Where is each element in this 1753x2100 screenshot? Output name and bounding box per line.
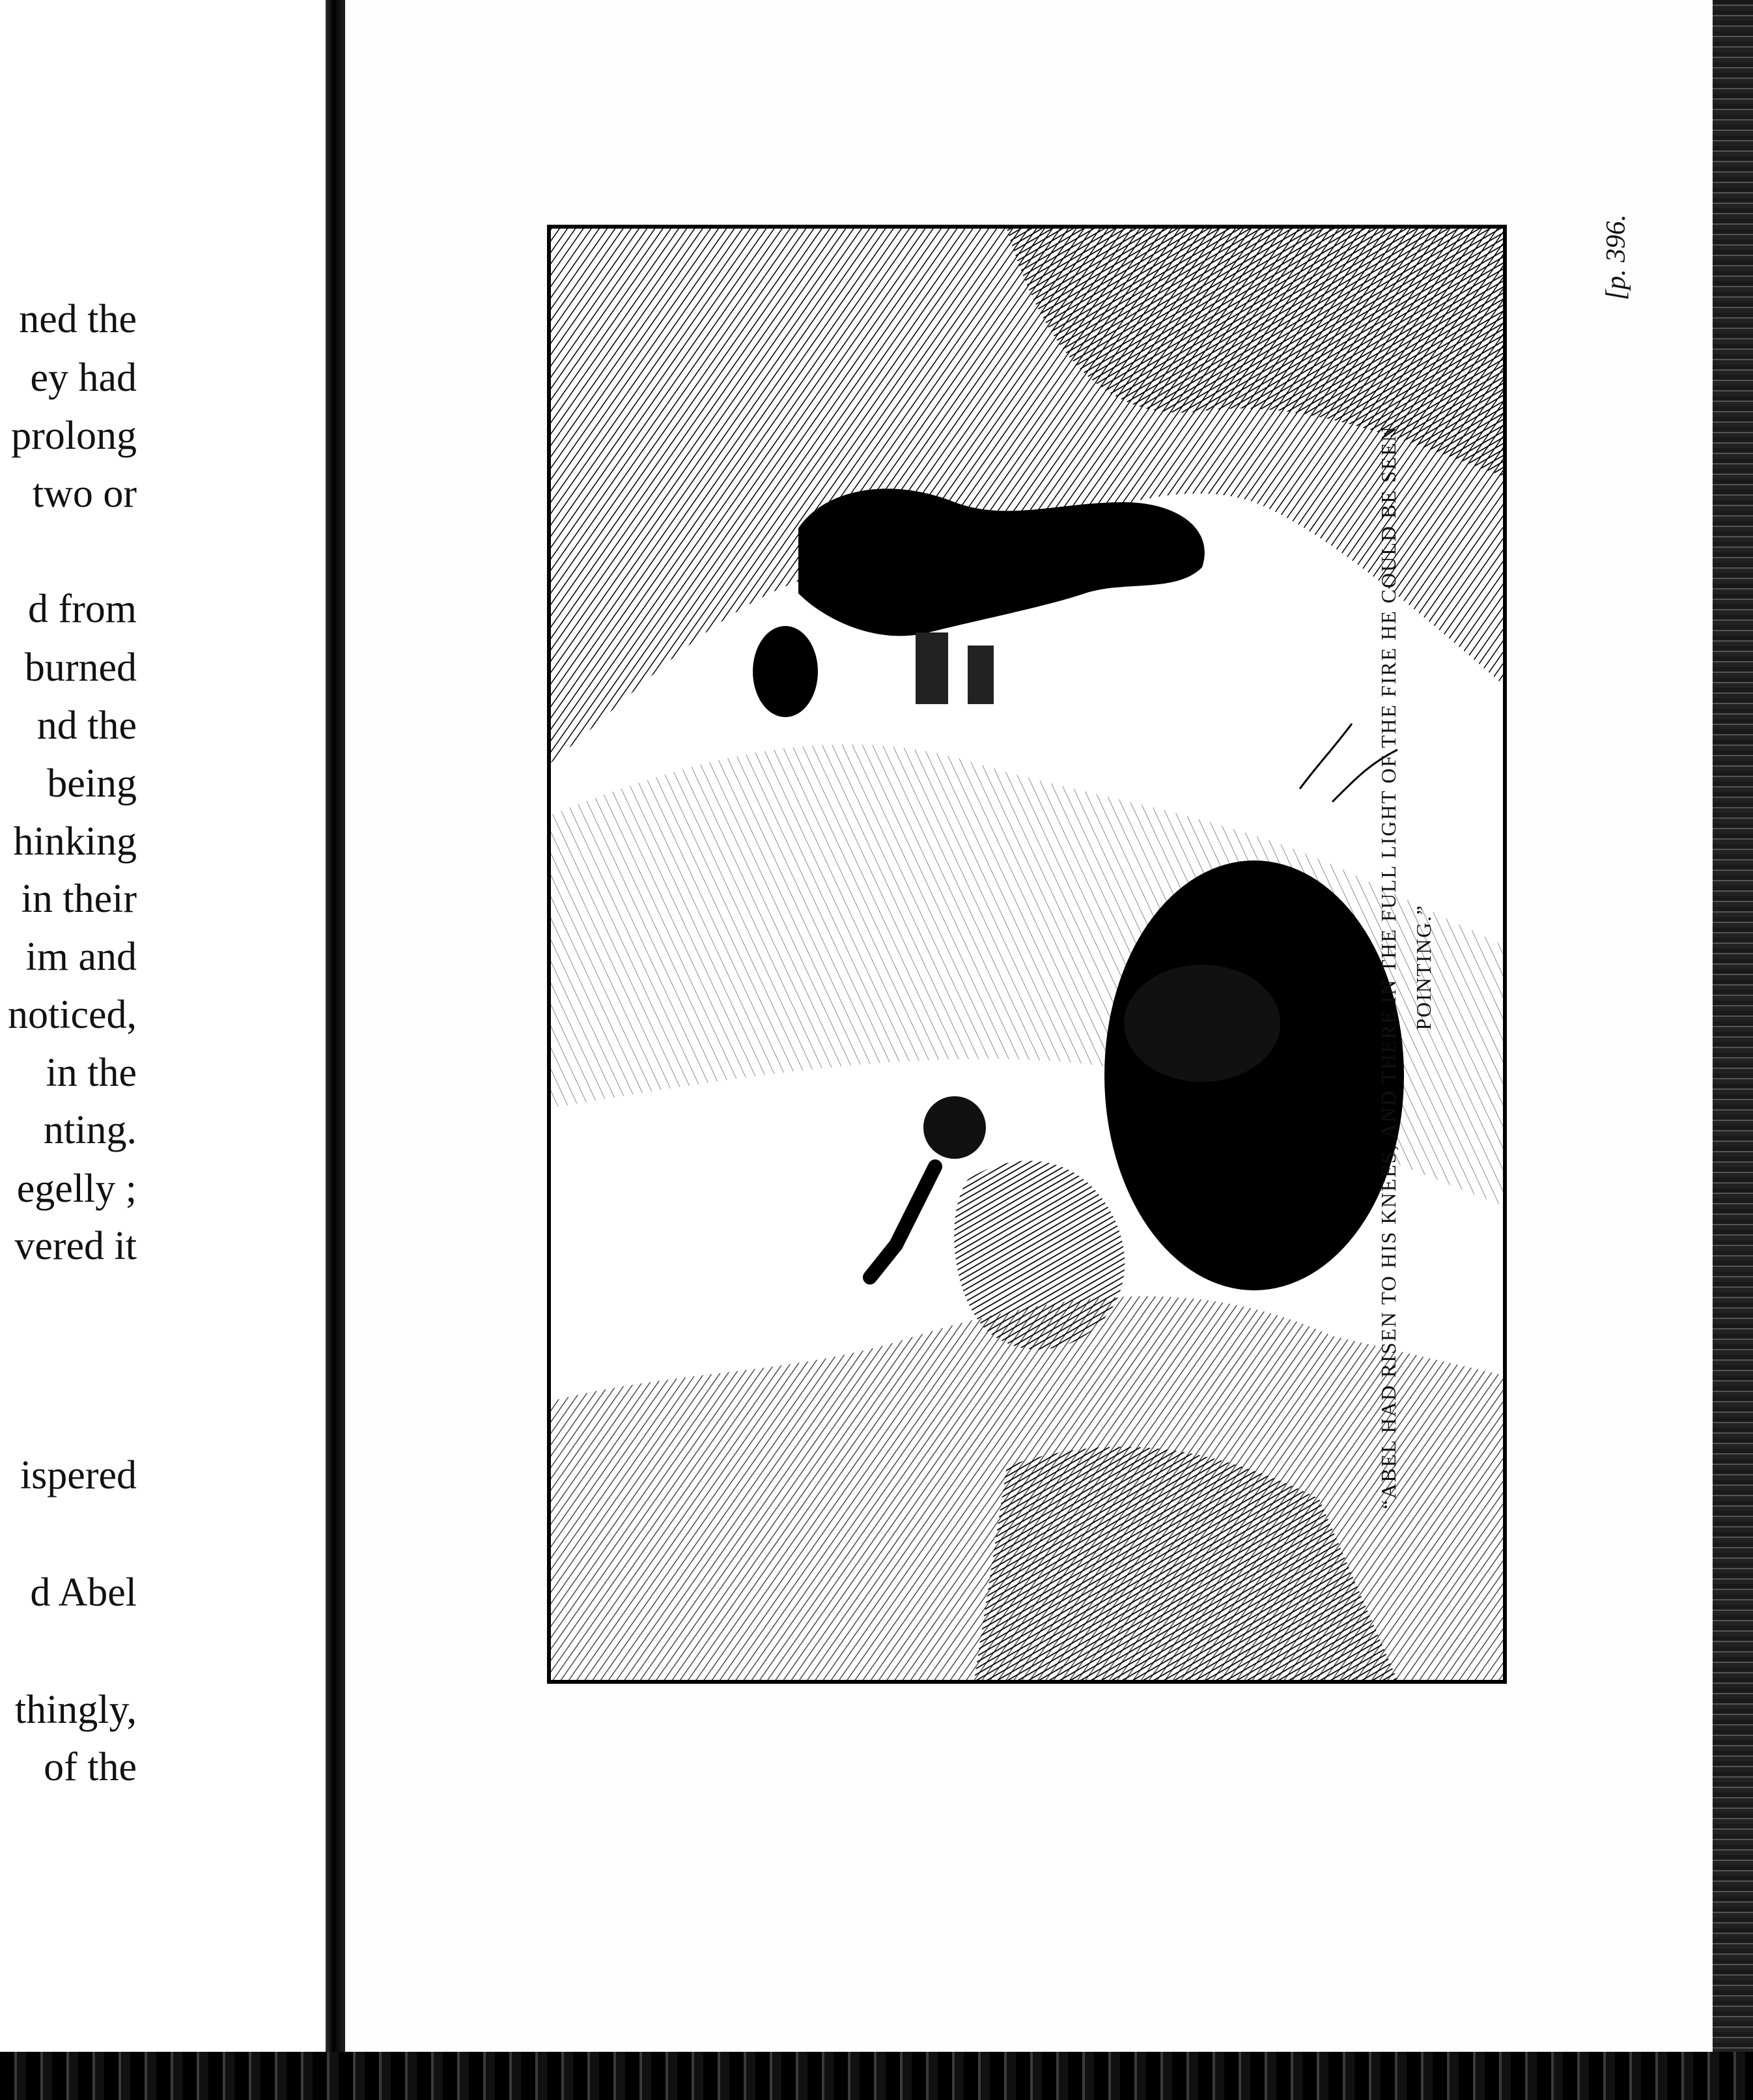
text-line: nd the: [36, 703, 137, 748]
text-line: prolong: [11, 414, 137, 458]
figure-boot-2: [968, 646, 994, 704]
kneeling-figure-body: [954, 1161, 1125, 1350]
kneeling-figure-head: [923, 1096, 986, 1159]
book-edge: [1713, 0, 1753, 2100]
pointing-arm: [870, 1167, 935, 1277]
text-line: in their: [21, 877, 137, 921]
text-line: burned: [24, 646, 137, 690]
left-page: [0, 0, 326, 2052]
text-line: ey had: [30, 356, 137, 400]
illustration-caption: [1371, 238, 1455, 1697]
engraving-illustration: [551, 229, 1503, 1680]
dark-rock-mass: [1104, 860, 1404, 1290]
text-line: of the: [44, 1745, 137, 1789]
text-line: thingly,: [14, 1688, 137, 1732]
text-line: noticed,: [8, 993, 137, 1037]
text-line: d from: [27, 587, 137, 631]
text-line: hinking: [13, 819, 137, 864]
right-page: [345, 0, 1713, 2052]
text-line: vered it: [14, 1224, 137, 1268]
dark-rock-detail: [1124, 965, 1280, 1082]
text-line: being: [47, 761, 137, 806]
illustration-plate: [547, 225, 1507, 1684]
text-line: nting.: [44, 1108, 137, 1152]
text-line: ispered: [20, 1453, 137, 1497]
text-line: in the: [46, 1051, 137, 1095]
text-line: two or: [32, 472, 137, 516]
text-line: d Abel: [30, 1570, 137, 1615]
book-gutter: [326, 0, 345, 2100]
text-line: im and: [25, 935, 137, 979]
page-reference: [p. 396.: [1601, 214, 1631, 300]
caption-line-2: POINTING.”: [1412, 904, 1435, 1030]
caption-line-1: “ABEL HAD RISEN TO HIS KNEES, AND THERE IN THE FULL LIGHT OF THE FIRE HE COULD BE SEEN: [1377, 425, 1400, 1509]
figure-hat: [753, 626, 818, 717]
book-bottom-edge: [0, 2052, 1753, 2100]
text-line: ned the: [19, 297, 137, 341]
figure-boot: [916, 632, 948, 704]
text-line: egelly ;: [16, 1167, 137, 1211]
